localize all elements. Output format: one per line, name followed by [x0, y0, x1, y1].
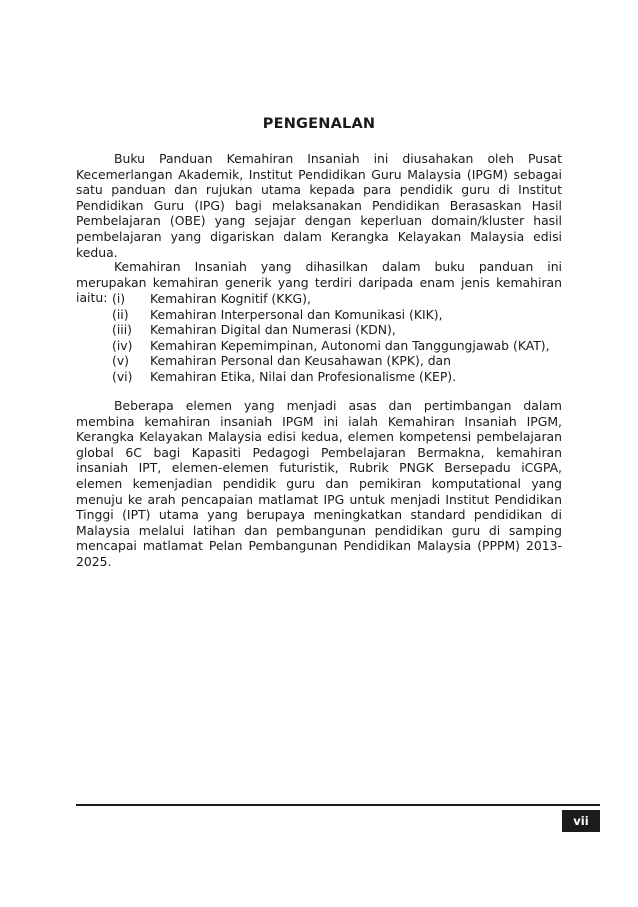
list-item — [76, 338, 562, 354]
list-item — [76, 307, 562, 323]
page-title: PENGENALAN — [262, 116, 376, 132]
list-item-number: (i) — [112, 291, 126, 306]
list-item-number: (ii) — [112, 306, 129, 322]
list-item-text: Kemahiran Interpersonal dan Komunikasi (KIK), — [150, 306, 443, 322]
list-item — [76, 291, 562, 307]
page-number: vii — [562, 810, 600, 832]
list-item-number: (vi) — [112, 368, 133, 384]
skills-intro-paragraph: Kemahiran Insaniah yang dihasilkan dalam buku panduan ini merupakan kemahiran generik yang terdiri daripada enam jenis kemahiran iaitu: — [76, 259, 562, 306]
elements-paragraph: Beberapa elemen yang menjadi asas dan pertimbangan dalam membina kemahiran insaniah IPGM ini ialah Kemahiran Insaniah IPGM, Kerangka Kelayakan Malaysia edisi kedua, elemen kompetensi pembelajaran global 6C bagi Kapasiti Pedagogi Pembelajaran Bermakna, kemahiran insaniah IPT, elemen-elemen futuristik, Rubrik PNGK Bersepadu iCGPA, elemen kemenjadian pendidik guru dan pemikiran komputational yang menuju ke arah pencapaian matlamat IPG untuk menjadi Institut Pendidikan Tinggi (IPT) utama yang berupaya meningkatkan standard pendidikan di Malaysia melalui latihan dan pembangunan pendidikan guru di samping mencapai matlamat Pelan Pembangunan Pendidikan Malaysia (PPPM) 2013-2025. — [76, 398, 562, 569]
list-item-text: Kemahiran Etika, Nilai dan Profesionalisme (KEP). — [150, 368, 457, 384]
list-item-text: Kemahiran Personal dan Keusahawan (KPK), dan — [150, 353, 452, 369]
list-item — [76, 353, 562, 369]
list-item-number: (v) — [112, 353, 130, 369]
list-item-text: Kemahiran Digital dan Numerasi (KDN), — [150, 322, 396, 338]
list-item-number: (iv) — [112, 337, 133, 353]
list-item — [76, 322, 562, 338]
skills-list — [76, 291, 562, 385]
list-item-text: Kemahiran Kepemimpinan, Autonomi dan Tanggungjawab (KAT), — [150, 337, 550, 353]
list-item-text: Kemahiran Kognitif (KKG), — [150, 291, 311, 306]
intro-paragraph: Buku Panduan Kemahiran Insaniah ini diusahakan oleh Pusat Kecemerlangan Akademik, Institut Pendidikan Guru Malaysia (IPGM) sebagai satu panduan dan rujukan utama kepada para pendidik guru di Institut Pendidikan Guru (IPG) bagi melaksanakan Pendidikan Berasaskan Hasil Pembelajaran (OBE) yang sejajar dengan keperluan domain/kluster hasil pembelajaran yang digariskan dalam Kerangka Kelayakan Malaysia edisi kedua. — [76, 151, 562, 260]
list-item — [76, 369, 562, 385]
footer-divider — [76, 804, 600, 806]
list-item-number: (iii) — [112, 322, 132, 338]
